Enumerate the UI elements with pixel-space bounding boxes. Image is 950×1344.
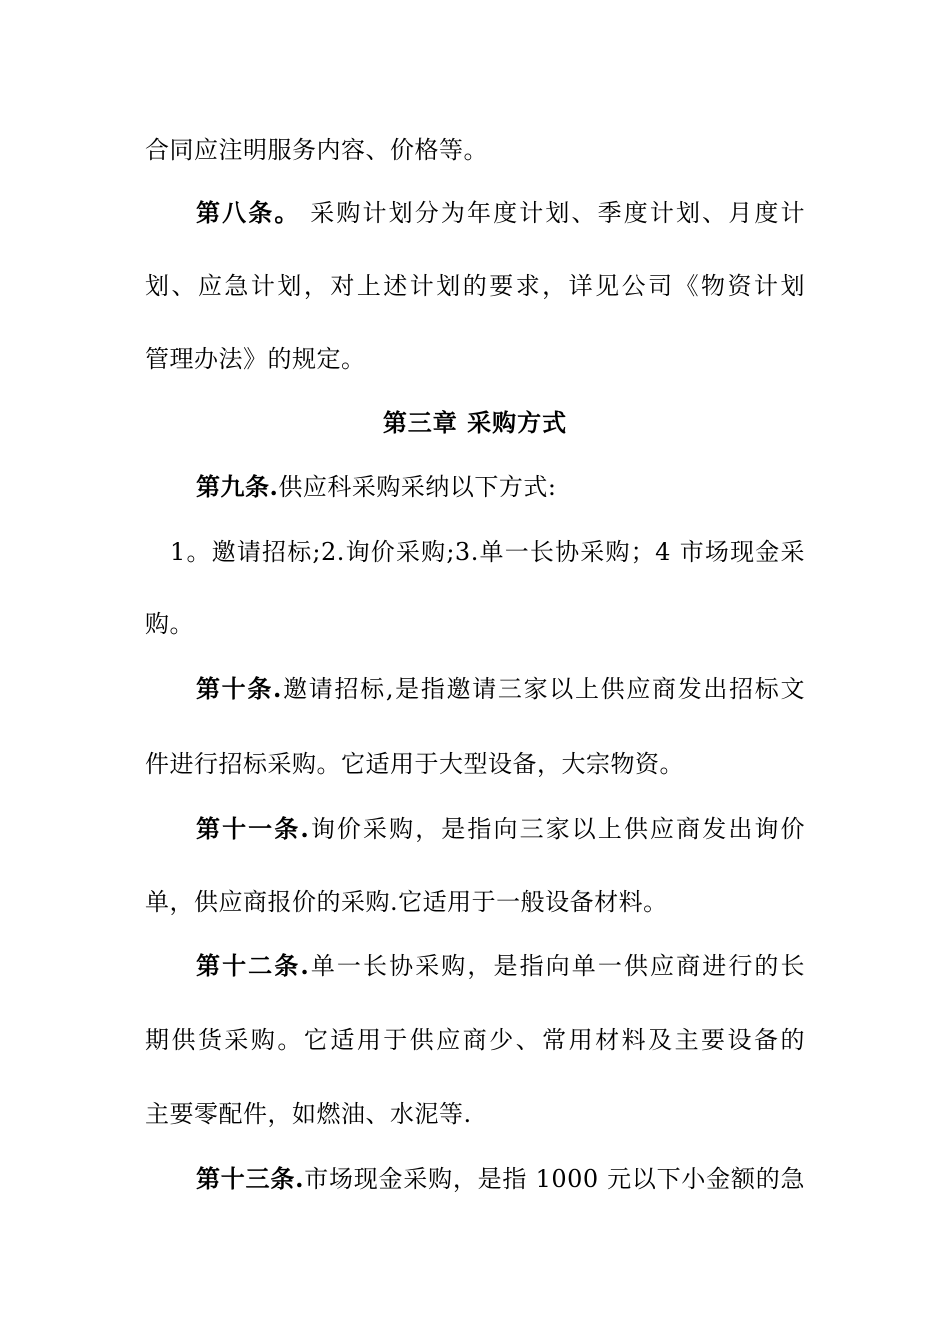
article-8-line-2 <box>145 270 805 302</box>
method-list <box>170 536 805 568</box>
text-line: 单，供应商报价的采购.它适用于一般设备材料。 <box>145 888 668 916</box>
text-line: 划、应急计划，对上述计划的要求，详见公司《物资计划 <box>145 272 805 300</box>
text-line: 购。 <box>145 610 194 638</box>
article-11 <box>196 813 805 845</box>
text-line: 邀请招标,是指邀请三家以上供应商发出招标文 <box>281 675 805 703</box>
text-line: 供应科采购采纳以下方式: <box>278 473 557 501</box>
text-line: 件进行招标采购。它适用于大型设备，大宗物资。 <box>145 750 684 778</box>
article-label: 第十三条. <box>196 1164 304 1193</box>
article-label: 第八条。 <box>196 198 301 227</box>
chapter-title: 第三章 采购方式 <box>382 408 568 437</box>
text-line: 询价采购，是指向三家以上供应商发出询价 <box>309 815 806 843</box>
article-13 <box>196 1163 805 1195</box>
text-line: 合同应注明服务内容、价格等。 <box>145 136 488 164</box>
article-11-line-2 <box>145 886 805 918</box>
article-8-line-3 <box>145 343 805 375</box>
article-12 <box>196 950 805 982</box>
article-label: 第十一条. <box>196 814 310 843</box>
text-line: 主要零配件，如燃油、水泥等. <box>145 1100 472 1128</box>
text-line: 期供货采购。它适用于供应商少、常用材料及主要设备的 <box>145 1026 805 1054</box>
article-10 <box>196 673 805 705</box>
article-12-line-3 <box>145 1098 805 1130</box>
article-10-line-2 <box>145 748 805 780</box>
text-line: 管理办法》的规定。 <box>145 345 366 373</box>
text-line: 采购计划分为年度计划、季度计划、月度计 <box>310 199 806 227</box>
paragraph-continuation <box>145 134 805 166</box>
article-label: 第九条. <box>196 472 279 501</box>
text-line: 1。邀请招标;2.询价采购;3.单一长协采购；4 市场现金采 <box>170 538 805 566</box>
text-line: 单一长协采购，是指向单一供应商进行的长 <box>309 952 806 980</box>
article-9 <box>196 471 805 503</box>
article-8 <box>196 197 805 229</box>
article-label: 第十条. <box>196 674 282 703</box>
text-line: 市场现金采购，是指 1000 元以下小金额的急 <box>303 1165 805 1193</box>
article-12-line-2 <box>145 1024 805 1056</box>
method-list-line-2 <box>145 608 805 640</box>
article-label: 第十二条. <box>196 951 310 980</box>
